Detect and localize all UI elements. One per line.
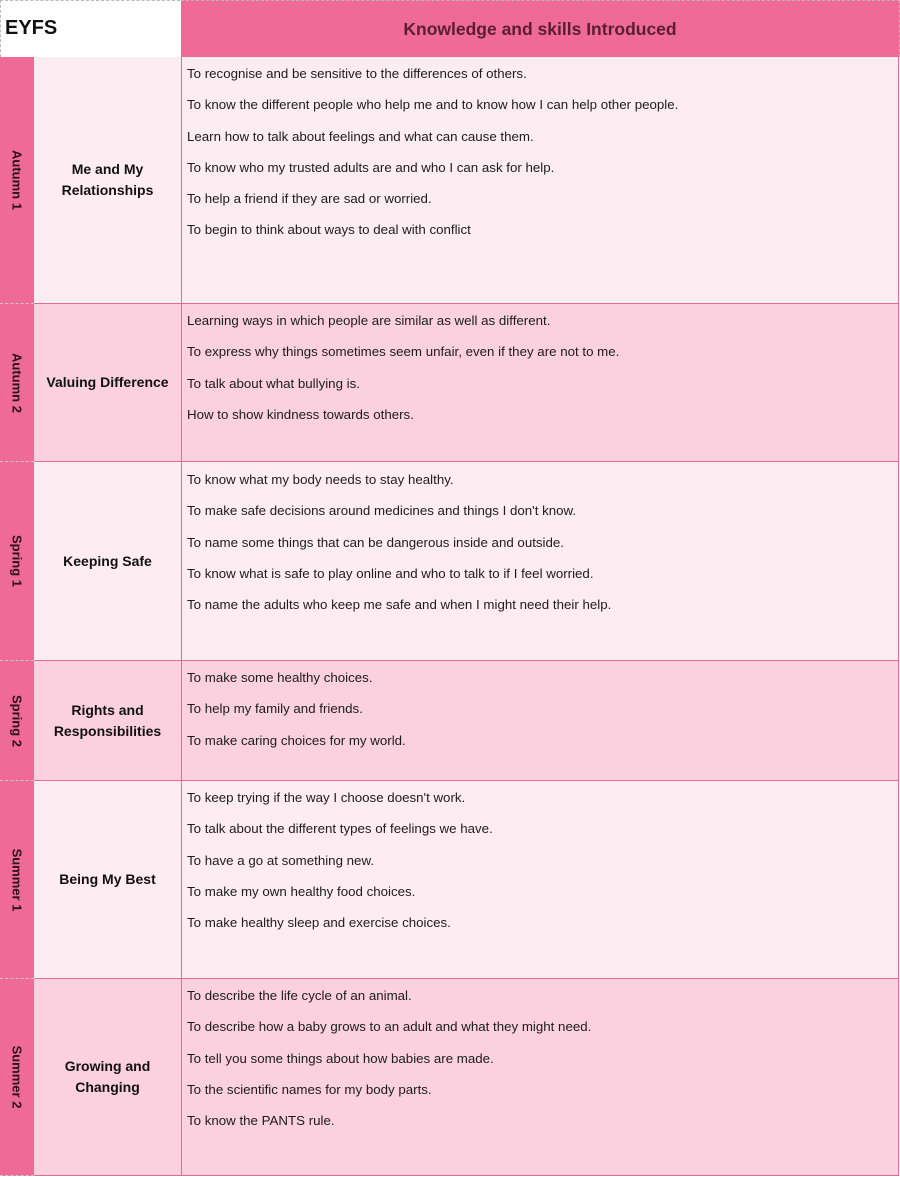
skill-item: How to show kindness towards others. bbox=[187, 406, 414, 422]
skill-item: To make caring choices for my world. bbox=[187, 732, 406, 748]
skill-item: Learning ways in which people are similar as well as different. bbox=[187, 313, 551, 328]
topic-label: Me and My Relationships bbox=[61, 161, 154, 198]
skill-item: To make some healthy choices. bbox=[187, 670, 373, 685]
topic-cell bbox=[34, 979, 181, 1176]
topic-cell bbox=[34, 781, 181, 979]
skills-cell bbox=[181, 979, 899, 1176]
skill-item: To know what is safe to play online and who to talk to if I feel worried. bbox=[187, 565, 594, 581]
skills-cell bbox=[181, 304, 899, 462]
skill-item: To describe the life cycle of an animal. bbox=[187, 988, 412, 1003]
skill-item: To recognise and be sensitive to the differences of others. bbox=[187, 66, 527, 81]
skill-item: To tell you some things about how babies are made. bbox=[187, 1050, 494, 1066]
skill-item: To describe how a baby grows to an adult and what they might need. bbox=[187, 1019, 592, 1035]
skills-cell bbox=[181, 661, 899, 781]
topic-label: Being My Best bbox=[59, 871, 156, 887]
term-label: Autumn 1 bbox=[9, 150, 25, 210]
term-cell bbox=[0, 304, 34, 462]
knowledge-header-cell bbox=[181, 0, 900, 57]
topic-label: Valuing Difference bbox=[46, 374, 169, 390]
skills-cell bbox=[181, 462, 899, 661]
skill-item: To help a friend if they are sad or worried. bbox=[187, 191, 432, 207]
topic-label: Keeping Safe bbox=[63, 552, 152, 569]
skill-item: To make safe decisions around medicines and things I don't know. bbox=[187, 503, 577, 519]
skill-item: To make healthy sleep and exercise choices. bbox=[187, 915, 451, 931]
term-label: Summer 2 bbox=[9, 1045, 25, 1109]
skill-item: To help my family and friends. bbox=[187, 701, 363, 717]
term-row-spring-1 bbox=[0, 462, 900, 661]
term-row-spring-2 bbox=[0, 661, 900, 781]
term-cell bbox=[0, 462, 34, 661]
skill-item: To talk about what bullying is. bbox=[187, 375, 360, 391]
skill-item: To express why things sometimes seem unfair, even if they are not to me. bbox=[187, 344, 620, 360]
topic-cell bbox=[34, 304, 181, 462]
term-label: Summer 1 bbox=[9, 848, 25, 911]
skill-item: To the scientific names for my body parts. bbox=[187, 1081, 432, 1097]
term-cell bbox=[0, 781, 34, 979]
skills-cell bbox=[181, 57, 899, 304]
topic-cell bbox=[34, 661, 181, 781]
skill-item: To talk about the different types of feelings we have. bbox=[187, 821, 493, 837]
term-cell bbox=[0, 979, 34, 1176]
skill-item: To keep trying if the way I choose doesn't work. bbox=[187, 790, 466, 805]
skill-item: To know the different people who help me and to know how I can help other people. bbox=[187, 97, 679, 113]
knowledge-header-label: Knowledge and skills Introduced bbox=[403, 18, 677, 39]
topic-label: Rights and Responsibilities bbox=[53, 701, 162, 739]
term-row-summer-1 bbox=[0, 781, 900, 979]
skill-item: To know who my trusted adults are and who I can ask for help. bbox=[187, 159, 555, 175]
topic-cell bbox=[34, 57, 181, 304]
term-row-autumn-1 bbox=[0, 57, 900, 304]
skill-item: To name the adults who keep me safe and when I might need their help. bbox=[187, 597, 612, 613]
stage-header-cell bbox=[0, 0, 180, 57]
skill-item: To begin to think about ways to deal with conflict bbox=[187, 222, 471, 238]
term-row-summer-2 bbox=[0, 979, 900, 1176]
skill-item: Learn how to talk about feelings and what can cause them. bbox=[187, 128, 534, 144]
term-cell bbox=[0, 57, 34, 304]
term-label: Autumn 2 bbox=[9, 352, 25, 413]
term-cell bbox=[0, 661, 34, 781]
skill-item: To make my own healthy food choices. bbox=[187, 883, 416, 899]
topic-cell bbox=[34, 462, 181, 661]
term-row-autumn-2 bbox=[0, 304, 900, 462]
term-label: Spring 1 bbox=[9, 534, 25, 588]
skill-item: To know the PANTS rule. bbox=[187, 1113, 335, 1129]
skill-item: To name some things that can be dangerous inside and outside. bbox=[187, 534, 564, 550]
stage-label: EYFS bbox=[5, 17, 58, 39]
topic-label: Growing and Changing bbox=[64, 1058, 151, 1095]
skill-item: To have a go at something new. bbox=[187, 852, 375, 868]
skills-cell bbox=[181, 781, 899, 979]
skill-item: To know what my body needs to stay healthy. bbox=[187, 472, 454, 487]
term-label: Spring 2 bbox=[9, 694, 25, 747]
